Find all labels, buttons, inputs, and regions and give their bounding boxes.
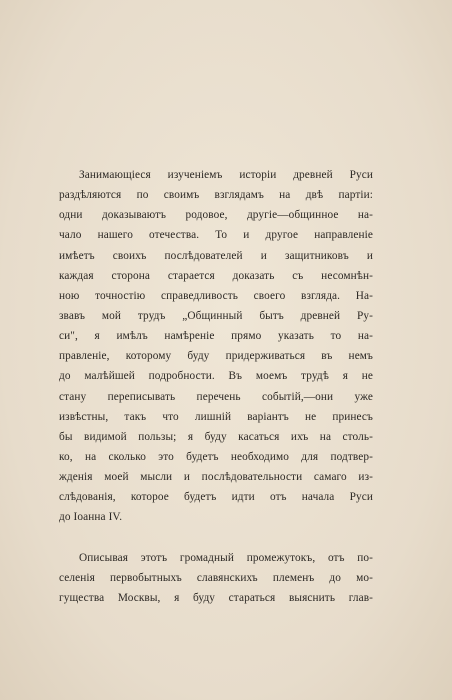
- paragraph-1: [59, 165, 373, 528]
- paragraph-2: [59, 548, 373, 608]
- paragraph-gap: [59, 528, 373, 548]
- text-line: гущества Москвы, я буду стараться выяснить глав-: [59, 591, 373, 604]
- text-line: Описывая этотъ громадный промежутокъ, отъ по-: [79, 551, 373, 564]
- text-line: до малѣйшей подробности. Въ моемъ трудѣ я не: [59, 370, 373, 383]
- text-line: раздѣляются по своимъ взглядамъ на двѣ партіи:: [59, 189, 373, 202]
- text-line: Занимающіеся изученіемъ исторіи древней Руси: [79, 169, 373, 181]
- text-line: извѣстны, такъ что лишній варіантъ не принесъ: [59, 410, 373, 423]
- text-line: имѣетъ своихъ послѣдователей и защитниковъ и: [59, 249, 373, 262]
- text-line: стану переписывать перечень событій,—они уже: [59, 390, 373, 403]
- text-line: правленіе, которому буду придерживаться въ немъ: [59, 350, 373, 363]
- text-line: звавъ мой трудъ „Общинный бытъ древней Ру-: [59, 309, 373, 322]
- text-line: селенія первобытныхъ славянскихъ племенъ до мо-: [59, 571, 373, 584]
- text-line: до Іоанна IV.: [59, 511, 123, 524]
- text-line: си", я имѣлъ намѣреніе прямо указать то на-: [59, 330, 373, 343]
- text-line: ною точностію справедливость своего взгляда. На-: [59, 289, 373, 302]
- text-line: ко, на сколько это будетъ необходимо для подтвер-: [59, 450, 373, 463]
- text-line: слѣдованія, которое будетъ идти отъ начала Руси: [59, 491, 373, 504]
- text-line: жденія моей мысли и послѣдовательности самаго из-: [59, 471, 373, 484]
- body-text: [59, 165, 373, 608]
- text-line: одни доказываютъ родовое, другіе—общинное на-: [59, 209, 373, 222]
- text-line: каждая сторона старается доказать съ несомнѣн-: [59, 269, 373, 282]
- text-line: чало нашего отечества. То и другое направленіе: [59, 229, 373, 242]
- text-line: бы видимой пользы; я буду касаться ихъ на столь-: [59, 430, 373, 443]
